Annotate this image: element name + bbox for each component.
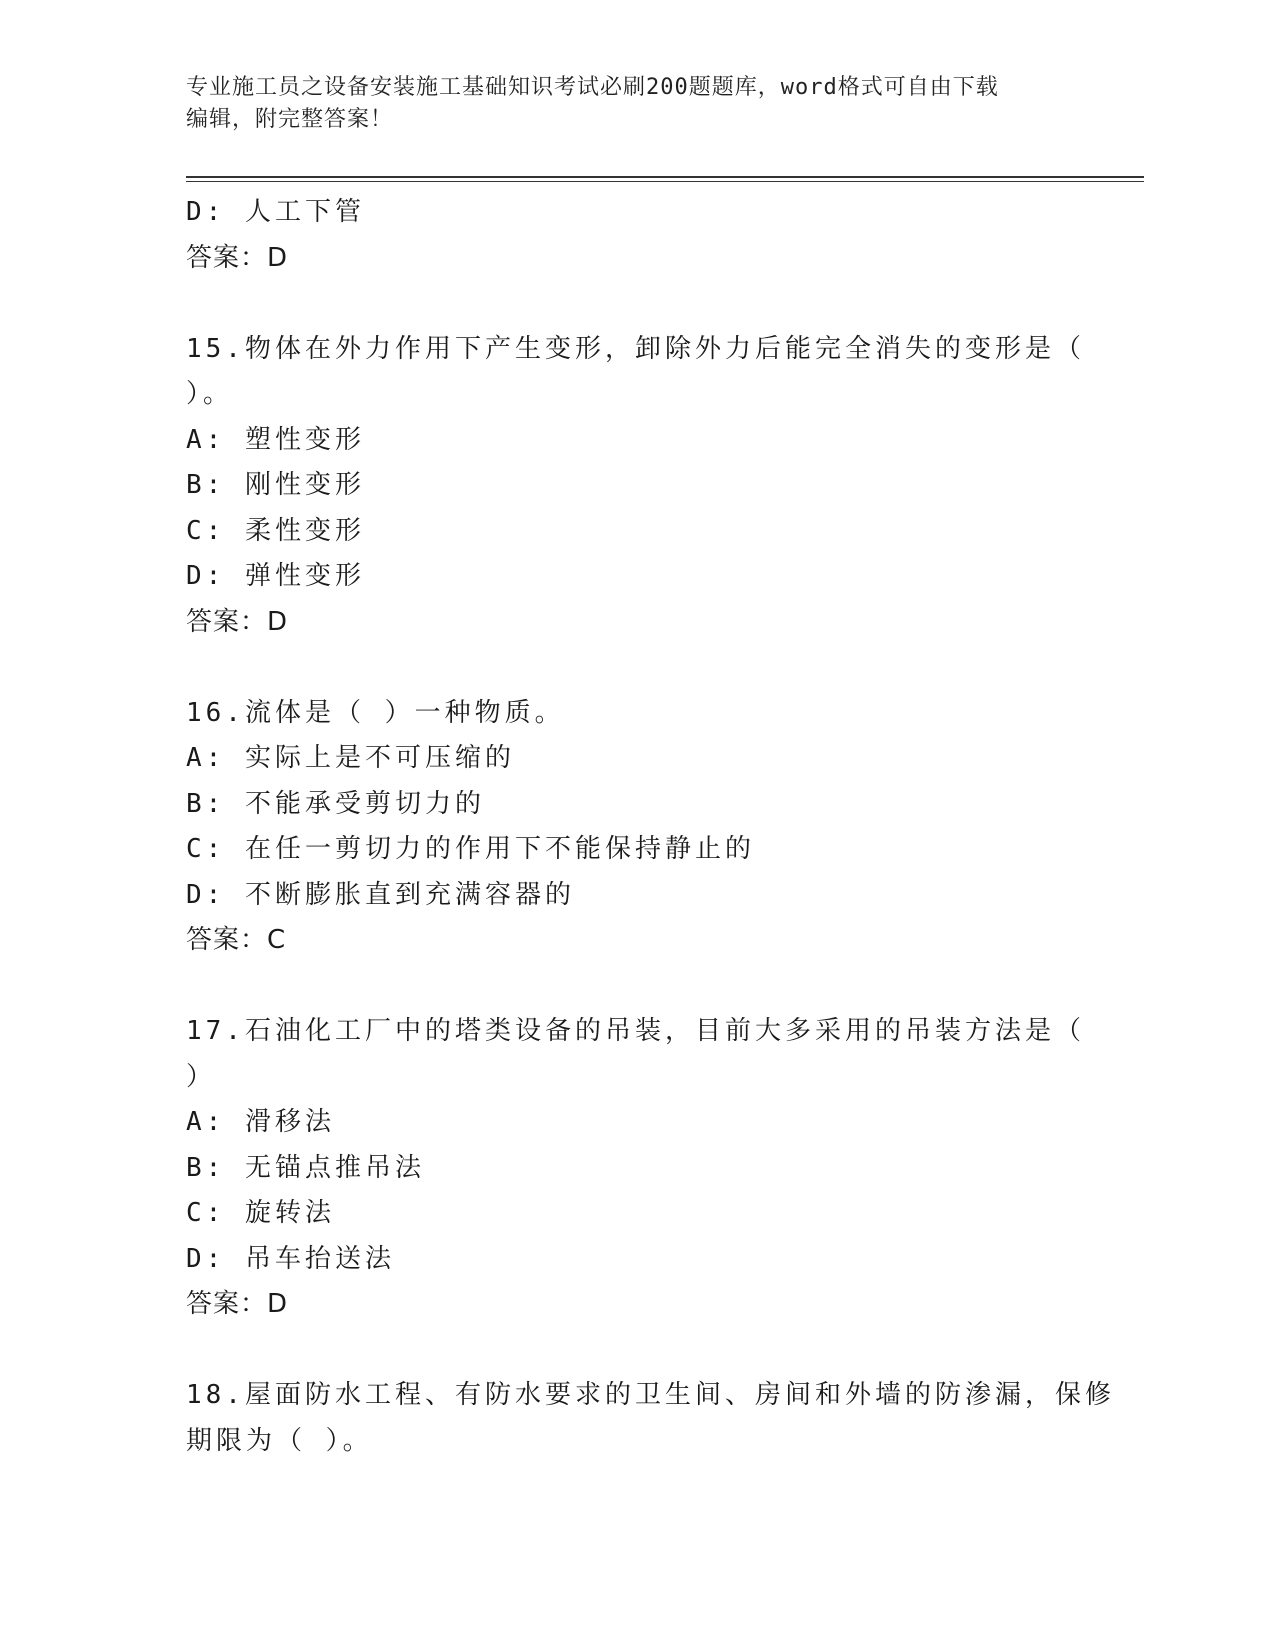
header-line-2: 编辑，附完整答案！ bbox=[186, 107, 394, 132]
option-d: D: 吊车抬送法 bbox=[186, 1243, 395, 1274]
question-stem-continued: ）。 bbox=[186, 379, 234, 409]
option-c: C: 旋转法 bbox=[186, 1198, 335, 1228]
answer-line: 答案：D bbox=[186, 606, 289, 637]
question-list bbox=[186, 190, 1115, 1464]
question-stem: 16.流体是（ ）一种物质。 bbox=[186, 697, 565, 728]
answer-line: 答案：C bbox=[186, 925, 287, 955]
question-stem-continued: 期限为（ ）。 bbox=[186, 1425, 373, 1456]
question-stem: 15.物体在外力作用下产生变形，卸除外力后能完全消失的变形是（ bbox=[186, 333, 1085, 364]
option-b: B: 刚性变形 bbox=[186, 470, 365, 500]
option-b: B: 不能承受剪切力的 bbox=[186, 788, 485, 819]
header-divider-thick bbox=[186, 176, 1144, 178]
header-line-1: 专业施工员之设备安装施工基础知识考试必刷200题题库，word格式可自由下载 bbox=[186, 75, 999, 100]
option-a: A: 塑性变形 bbox=[186, 424, 365, 455]
spacer bbox=[186, 645, 1086, 691]
question-stem: 18.屋面防水工程、有防水要求的卫生间、房间和外墙的防渗漏，保修 bbox=[186, 1380, 1115, 1410]
option-c: C: 在任一剪切力的作用下不能保持静止的 bbox=[186, 834, 755, 864]
answer-line: 答案：D bbox=[186, 1289, 289, 1319]
option-d: D: 人工下管 bbox=[186, 197, 365, 227]
option-d: D: 不断膨胀直到充满容器的 bbox=[186, 879, 575, 910]
question-stem: 17.石油化工厂中的塔类设备的吊装，目前大多采用的吊装方法是（ bbox=[186, 1016, 1085, 1046]
option-c: C: 柔性变形 bbox=[186, 515, 365, 546]
question-17 bbox=[186, 1009, 1086, 1328]
option-a: A: 滑移法 bbox=[186, 1107, 335, 1137]
question-16 bbox=[186, 691, 1086, 964]
option-b: B: 无锚点推吊法 bbox=[186, 1152, 425, 1183]
spacer bbox=[186, 1328, 1086, 1374]
document-header bbox=[186, 72, 1066, 136]
question-18 bbox=[186, 1373, 1115, 1464]
question-15 bbox=[186, 327, 1086, 646]
answer-line: 答案：D bbox=[186, 242, 289, 273]
spacer bbox=[186, 964, 1086, 1010]
option-d: D: 弹性变形 bbox=[186, 561, 365, 591]
spacer bbox=[186, 281, 1086, 327]
previous-question-tail bbox=[186, 190, 1086, 281]
header-divider-thin bbox=[186, 181, 1144, 182]
question-stem-continued: ） bbox=[186, 1061, 217, 1092]
option-a: A: 实际上是不可压缩的 bbox=[186, 743, 515, 773]
